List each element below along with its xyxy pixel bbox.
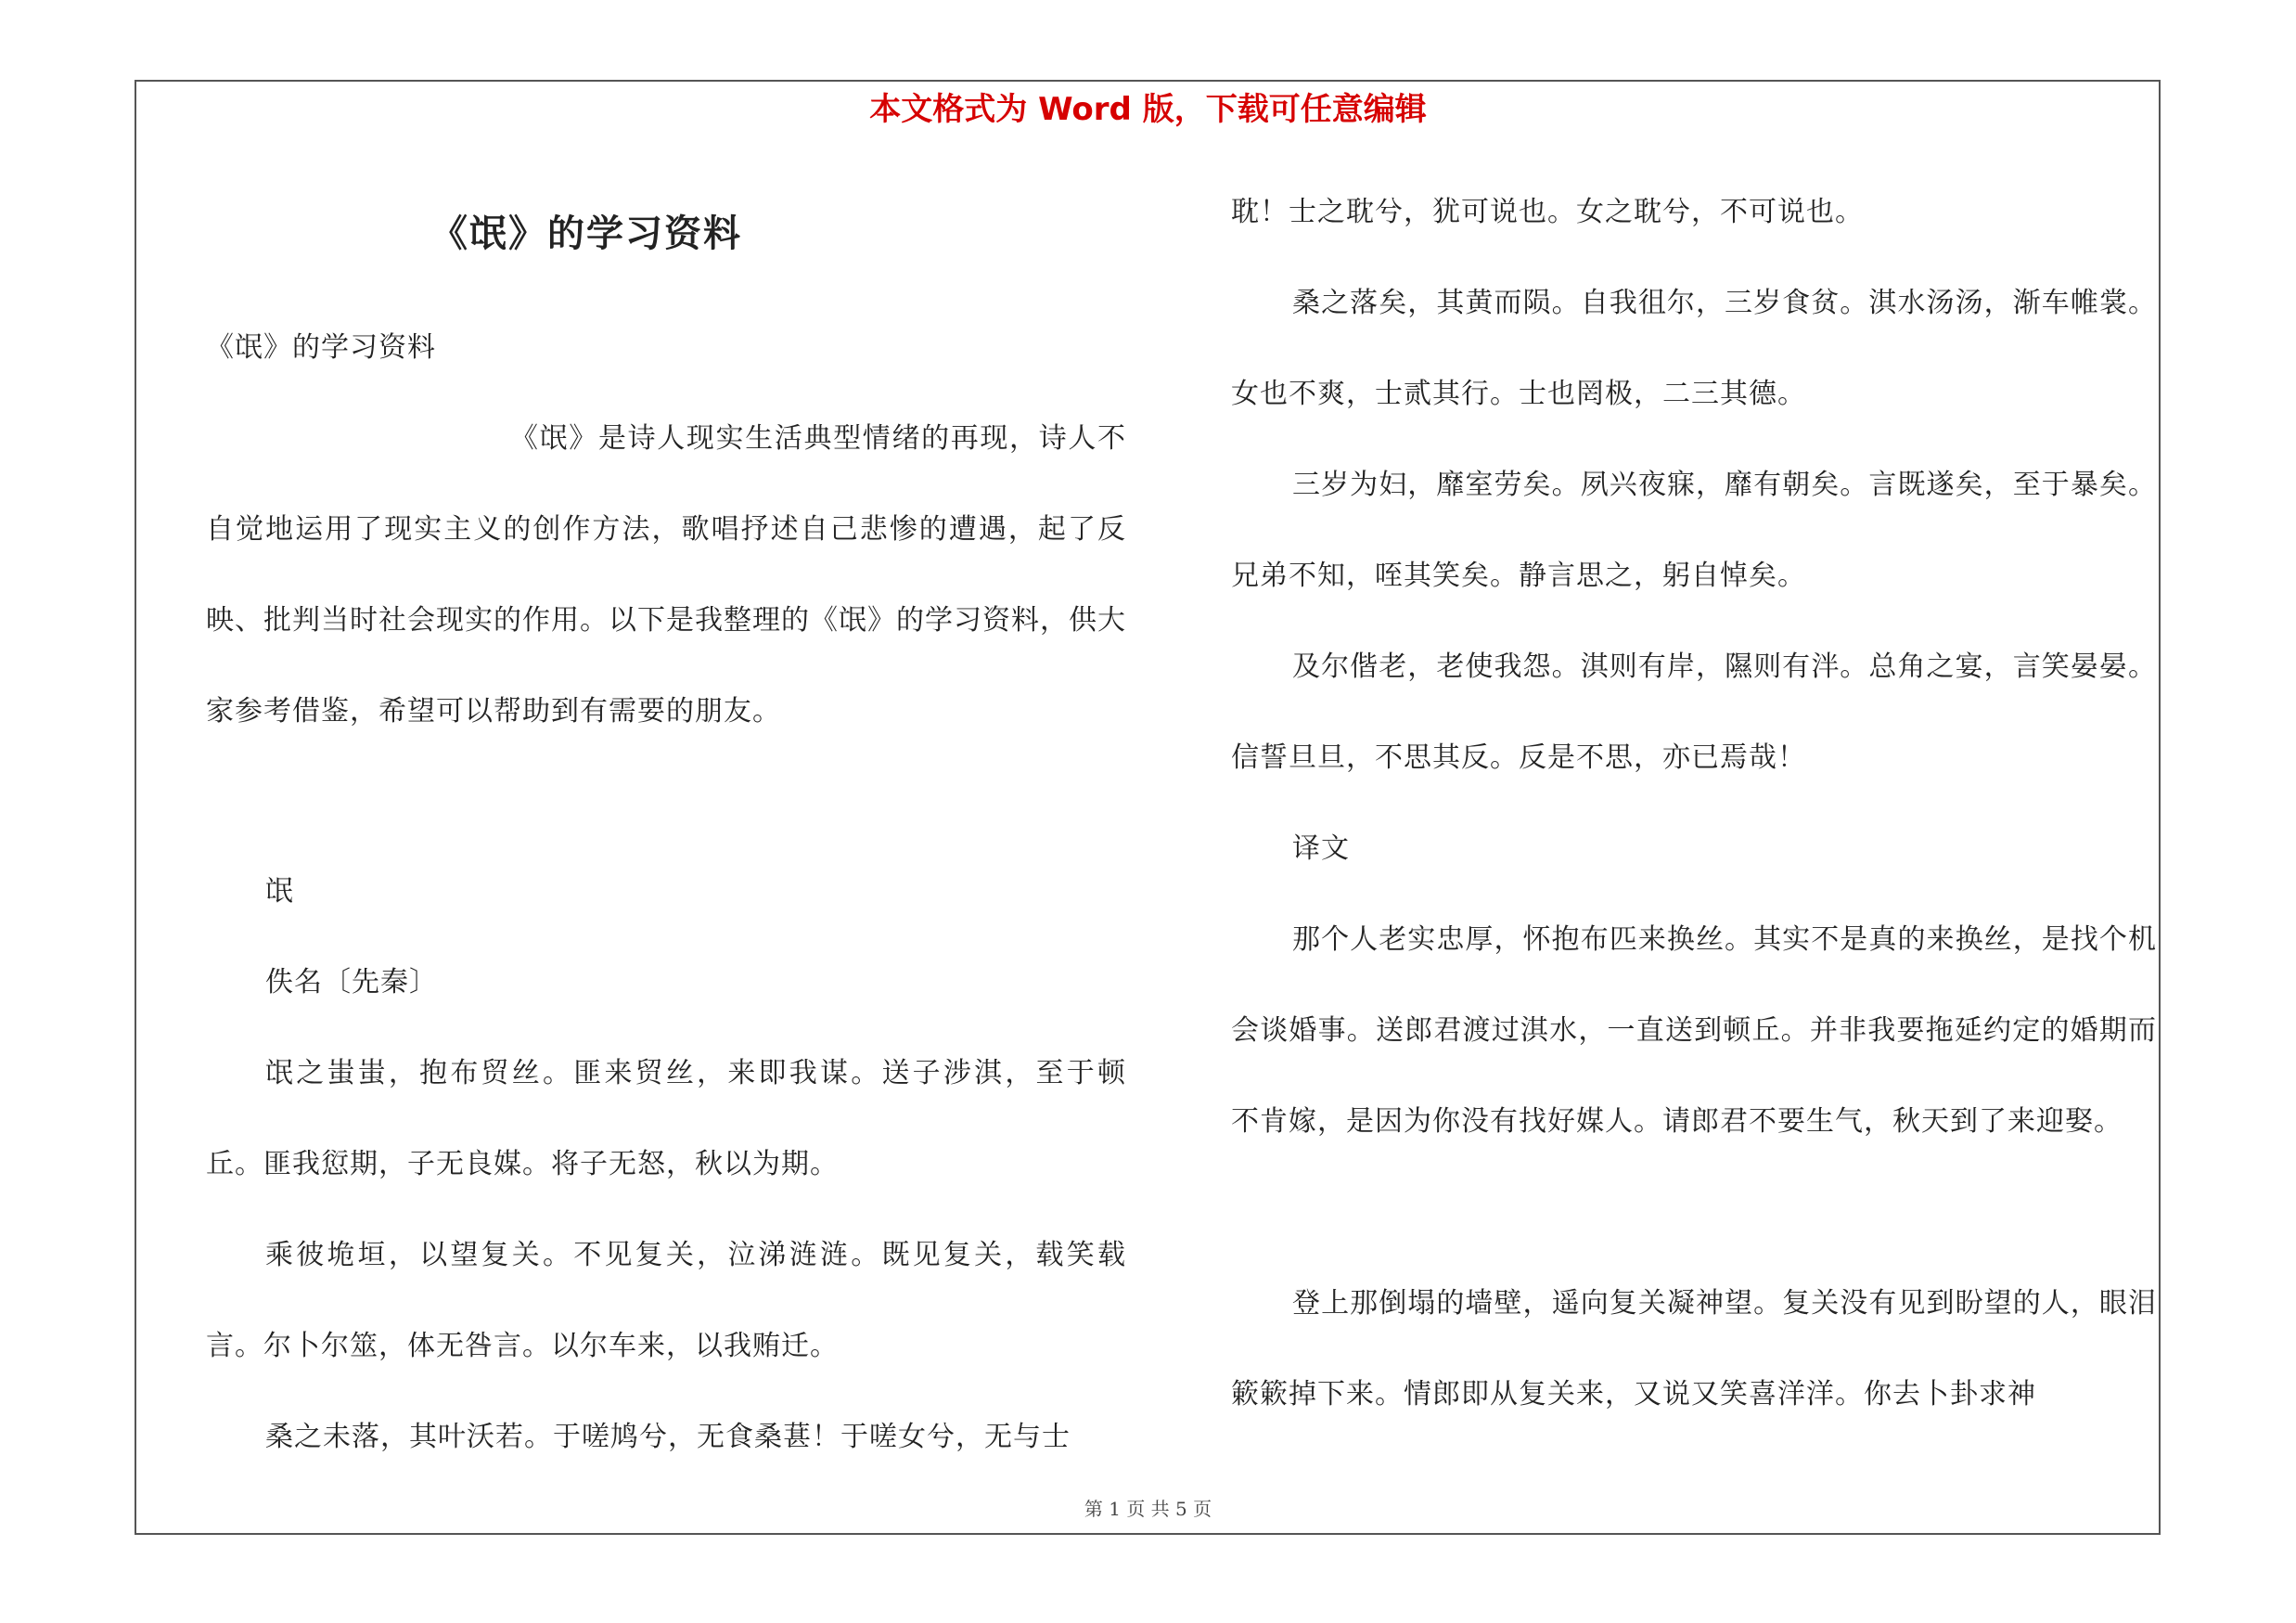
translation-heading: 译文	[1292, 832, 1350, 865]
document-title: 《氓》的学习资料	[430, 212, 742, 255]
page-footer: 第 1 页 共 5 页	[1084, 1498, 1212, 1520]
document-subtitle: 《氓》的学习资料	[206, 331, 436, 364]
stanza-5: 三岁为妇，靡室劳矣。夙兴夜寐，靡有朝矣。言既遂矣，至于暴矣。兄弟不知，咥其笑矣。静言思之，躬自悼矣。	[1231, 469, 2157, 592]
translation-paragraph-1: 那个人老实忠厚，怀抱布匹来换丝。其实不是真的来换丝，是找个机会谈婚事。送郎君渡过淇水，一直送到顿丘。并非我要拖延约定的婚期而不肯嫁，是因为你没有找好媒人。请郎君不要生气，秋天到了来迎娶。	[1231, 923, 2157, 1138]
poem-author: 佚名〔先秦〕	[265, 966, 438, 998]
poem-title: 氓	[265, 875, 294, 908]
stanza-4: 桑之落矣，其黄而陨。自我徂尔，三岁食贫。淇水汤汤，渐车帷裳。女也不爽，士贰其行。士也罔极，二三其德。	[1231, 287, 2157, 410]
translation-paragraph-2: 登上那倒塌的墙壁，遥向复关凝神望。复关没有见到盼望的人，眼泪簌簌掉下来。情郎即从复关来，又说又笑喜洋洋。你去卜卦求神	[1231, 1287, 2157, 1410]
stanza-2: 乘彼垝垣，以望复关。不见复关，泣涕涟涟。既见复关，载笑载言。尔卜尔筮，体无咎言。以尔车来，以我贿迁。	[206, 1239, 1126, 1362]
stanza-3-end: 耽！士之耽兮，犹可说也。女之耽兮，不可说也。	[1231, 196, 1864, 228]
intro-paragraph: 《氓》是诗人现实生活典型情绪的再现，诗人不自觉地运用了现实主义的创作方法，歌唱抒述自己悲惨的遭遇，起了反映、批判当时社会现实的作用。以下是我整理的《氓》的学习资料，供大家参考借鉴，希望可以帮助到有需要的朋友。	[206, 422, 1126, 728]
stanza-3-start: 桑之未落，其叶沃若。于嗟鸠兮，无食桑葚！于嗟女兮，无与士	[265, 1421, 1071, 1453]
stanza-6: 及尔偕老，老使我怨。淇则有岸，隰则有泮。总角之宴，言笑晏晏。信誓旦旦，不思其反。反是不思，亦已焉哉！	[1231, 650, 2157, 774]
word-format-banner: 本文格式为 Word 版，下载可任意编辑	[869, 91, 1427, 128]
stanza-1: 氓之蚩蚩，抱布贸丝。匪来贸丝，来即我谋。送子涉淇，至于顿丘。匪我愆期，子无良媒。将子无怒，秋以为期。	[206, 1057, 1126, 1180]
